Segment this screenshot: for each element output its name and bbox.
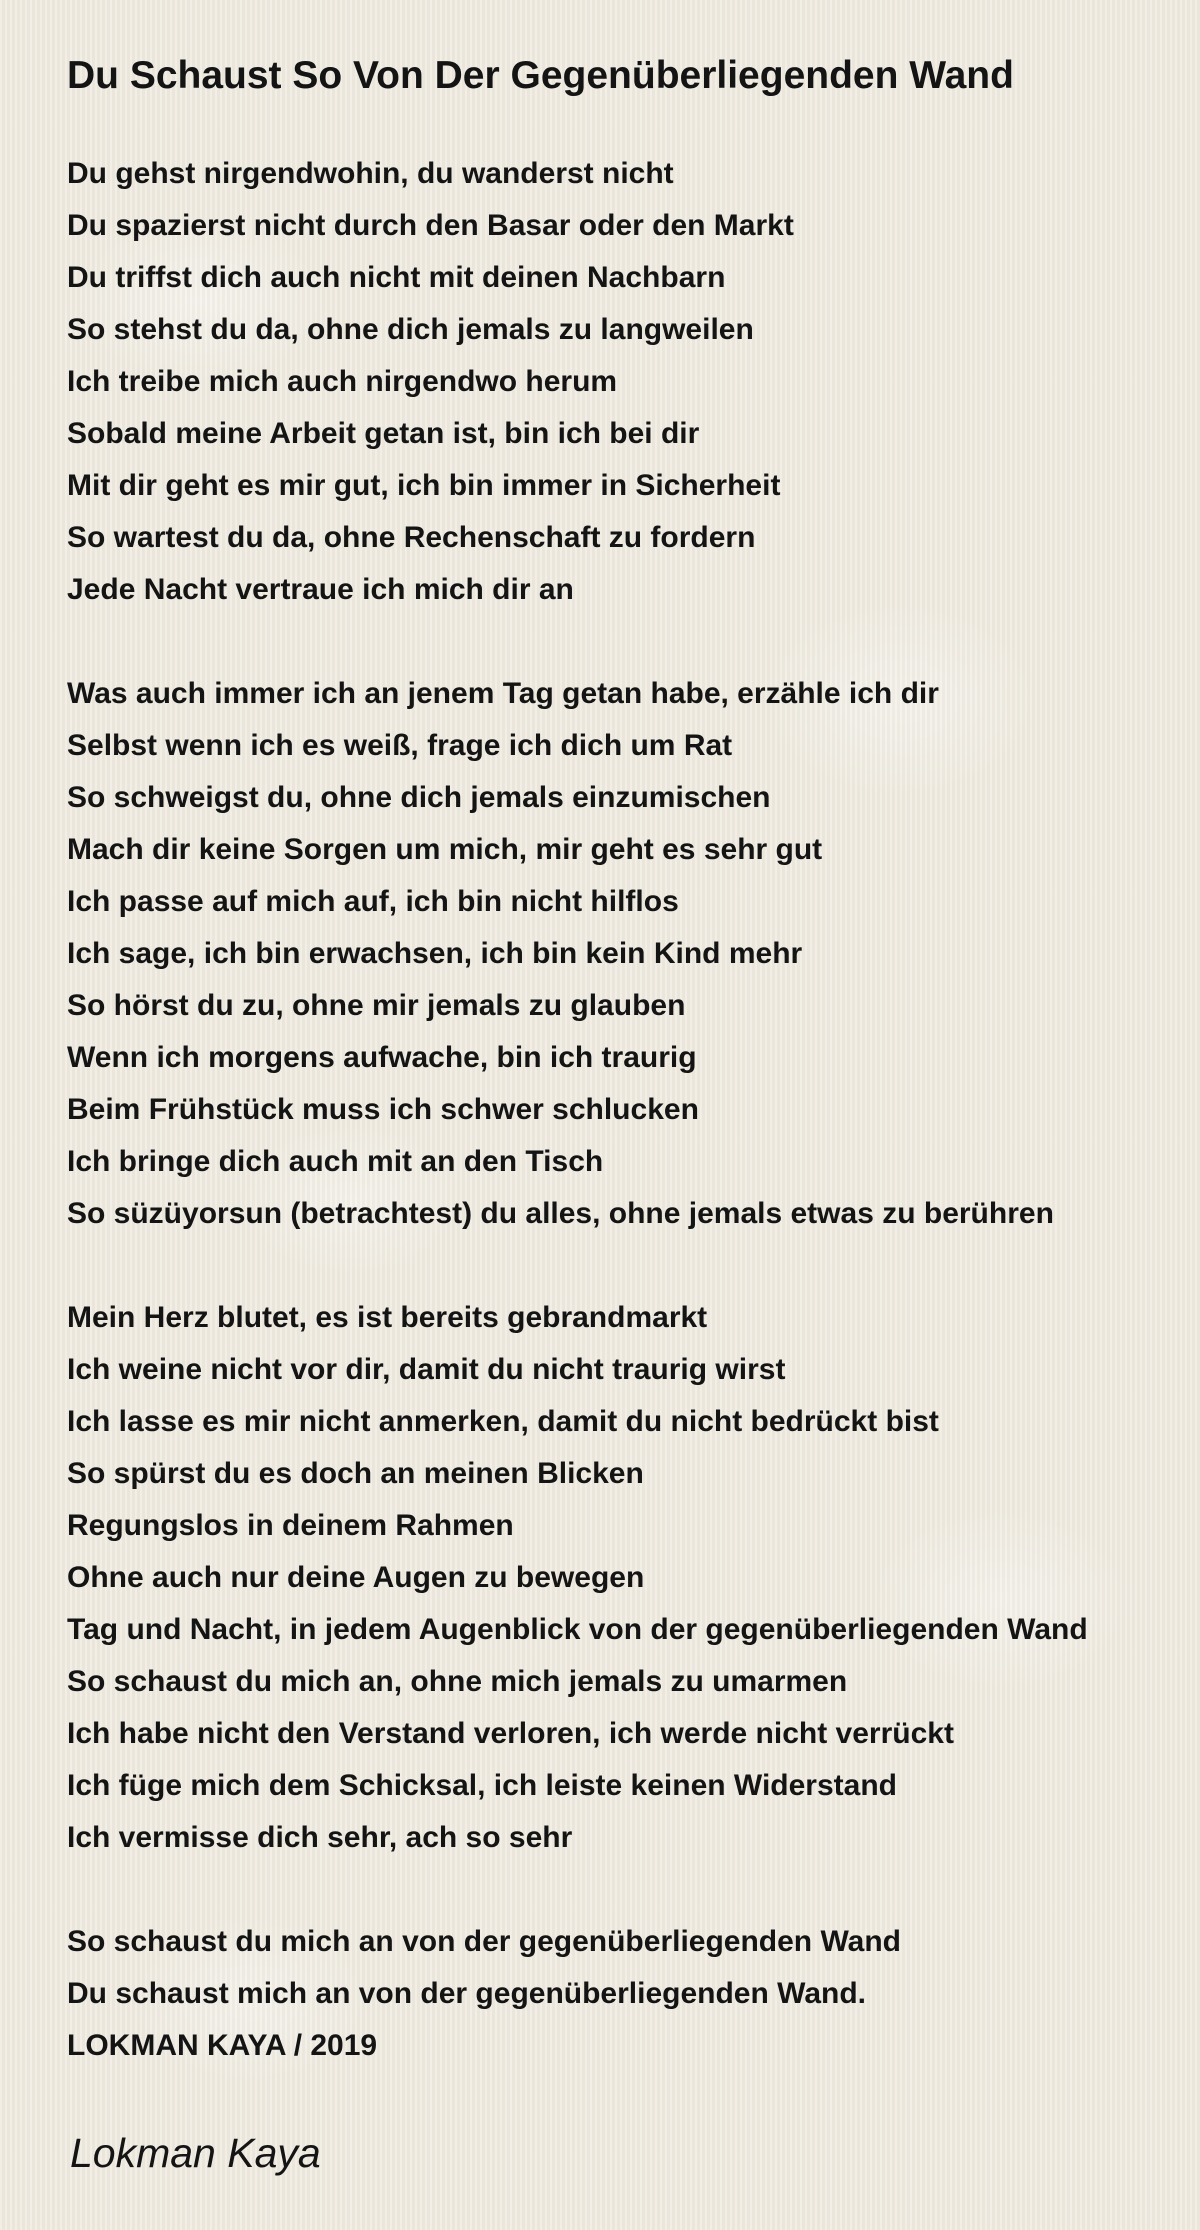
author-signature: Lokman Kaya	[70, 2130, 321, 2176]
poem-line: So stehst du da, ohne dich jemals zu langweilen	[67, 313, 754, 346]
poem-line: Regungslos in deinem Rahmen	[67, 1509, 514, 1542]
poem-line: Ich füge mich dem Schicksal, ich leiste keinen Widerstand	[67, 1769, 897, 1802]
poem-line: Jede Nacht vertraue ich mich dir an	[67, 573, 574, 606]
poem-line: Ich treibe mich auch nirgendwo herum	[67, 365, 618, 398]
poem-line: So schweigst du, ohne dich jemals einzumischen	[67, 781, 771, 814]
poem-title: Du Schaust So Von Der Gegenüberliegenden Wand	[67, 54, 1014, 97]
poem-line: Ich weine nicht vor dir, damit du nicht traurig wirst	[67, 1353, 786, 1386]
poem-line: Wenn ich morgens aufwache, bin ich traurig	[67, 1041, 697, 1074]
poem-line: Tag und Nacht, in jedem Augenblick von der gegenüberliegenden Wand	[67, 1613, 1088, 1646]
poem-line: Ich vermisse dich sehr, ach so sehr	[67, 1821, 573, 1854]
poem-line: Was auch immer ich an jenem Tag getan habe, erzähle ich dir	[67, 677, 939, 710]
poem-line: Du schaust mich an von der gegenüberliegenden Wand.	[67, 1977, 867, 2010]
stanza-2	[67, 668, 1192, 1240]
poem-line: Du triffst dich auch nicht mit deinen Nachbarn	[67, 261, 726, 294]
stanza-3	[67, 1292, 1192, 1864]
poem-line: So schaust du mich an von der gegenüberliegenden Wand	[67, 1925, 902, 1958]
poem-line: Du spazierst nicht durch den Basar oder den Markt	[67, 209, 794, 242]
poem-line: Beim Frühstück muss ich schwer schlucken	[67, 1093, 699, 1126]
poem-signature-line: LOKMAN KAYA / 2019	[67, 2029, 378, 2062]
poem-line: Sobald meine Arbeit getan ist, bin ich bei dir	[67, 417, 700, 450]
poem-line: Ich sage, ich bin erwachsen, ich bin kein Kind mehr	[67, 937, 803, 970]
poem-line: Mach dir keine Sorgen um mich, mir geht es sehr gut	[67, 833, 823, 866]
poem-body	[67, 148, 1192, 2124]
poem-line: So schaust du mich an, ohne mich jemals zu umarmen	[67, 1665, 848, 1698]
poem-line: Ich habe nicht den Verstand verloren, ich werde nicht verrückt	[67, 1717, 954, 1750]
poem-line: Du gehst nirgendwohin, du wanderst nicht	[67, 157, 674, 190]
poem-line: So spürst du es doch an meinen Blicken	[67, 1457, 644, 1490]
poem-line: Mit dir geht es mir gut, ich bin immer in Sicherheit	[67, 469, 781, 502]
poem-line: Selbst wenn ich es weiß, frage ich dich um Rat	[67, 729, 733, 762]
poem-line: So wartest du da, ohne Rechenschaft zu fordern	[67, 521, 756, 554]
poem-line: Ich lasse es mir nicht anmerken, damit du nicht bedrückt bist	[67, 1405, 939, 1438]
stanza-4	[67, 1916, 1192, 2072]
poem-line: Ich bringe dich auch mit an den Tisch	[67, 1145, 604, 1178]
stanza-1	[67, 148, 1192, 616]
poem-line: So süzüyorsun (betrachtest) du alles, ohne jemals etwas zu berühren	[67, 1197, 1054, 1230]
poem-line: Ich passe auf mich auf, ich bin nicht hilflos	[67, 885, 679, 918]
poem-line: So hörst du zu, ohne mir jemals zu glauben	[67, 989, 686, 1022]
poem-line: Mein Herz blutet, es ist bereits gebrandmarkt	[67, 1301, 708, 1334]
poem-line: Ohne auch nur deine Augen zu bewegen	[67, 1561, 645, 1594]
